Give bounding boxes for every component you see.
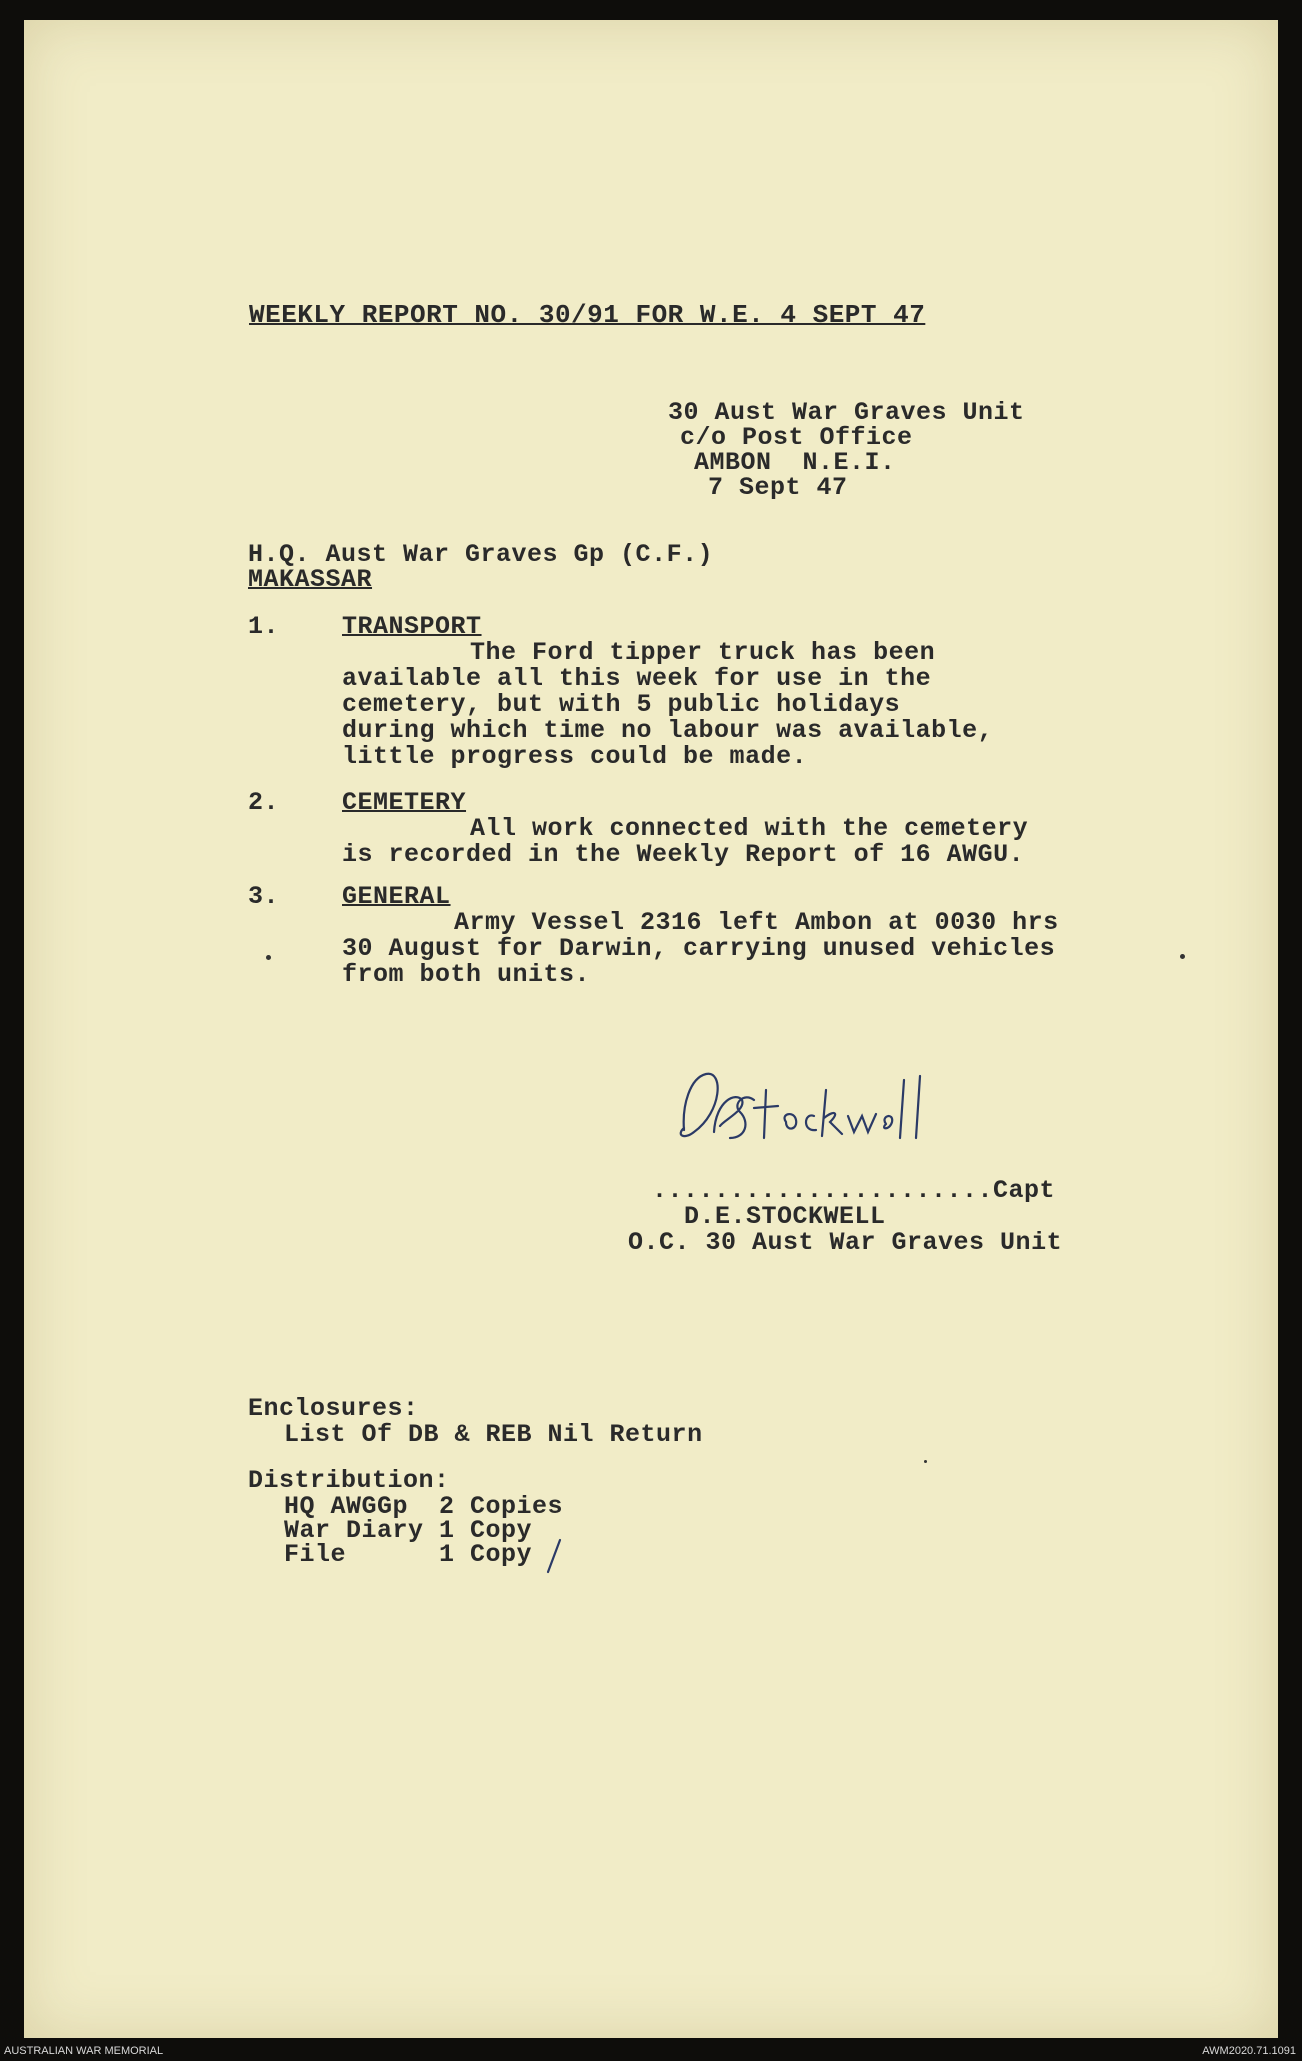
section-heading: TRANSPORT	[342, 612, 482, 641]
distribution-label: Distribution:	[248, 1466, 450, 1495]
sender-date: 7 Sept 47	[708, 473, 848, 502]
punch-mark	[924, 1460, 927, 1463]
section-heading: CEMETERY	[342, 788, 467, 817]
punch-mark	[266, 955, 271, 960]
sender-address-2: AMBON N.E.I.	[694, 448, 896, 477]
recipient-line-2: MAKASSAR	[248, 565, 373, 594]
tick-mark	[544, 1536, 564, 1576]
enclosures-item: List Of DB & REB Nil Return	[284, 1420, 703, 1449]
sender-unit: 30 Aust War Graves Unit	[668, 398, 1025, 427]
handwritten-signature	[654, 1060, 944, 1160]
distribution-item: HQ AWGGp 2 Copies	[284, 1492, 564, 1521]
section-line: available all this week for use in the	[342, 664, 932, 693]
section-line: Army Vessel 2316 left Ambon at 0030 hrs	[454, 908, 1059, 937]
section-line: little progress could be made.	[342, 742, 808, 771]
section-line: The Ford tipper truck has been	[470, 638, 936, 667]
section-line: during which time no labour was available,	[342, 716, 994, 745]
footer-right: AWM2020.71.1091	[1202, 2045, 1296, 2057]
distribution-item: File 1 Copy	[284, 1540, 533, 1569]
enclosures-label: Enclosures:	[248, 1394, 419, 1423]
section-line: from both units.	[342, 960, 591, 989]
sender-address-1: c/o Post Office	[680, 423, 913, 452]
document-page	[24, 20, 1278, 2038]
section-number: 1.	[248, 612, 280, 641]
section-line: is recorded in the Weekly Report of 16 AWGU.	[342, 840, 1025, 869]
section-number: 3.	[248, 882, 280, 911]
section-line: 30 August for Darwin, carrying unused vehicles	[342, 934, 1056, 963]
section-line: All work connected with the cemetery	[470, 814, 1029, 843]
footer-left: AUSTRALIAN WAR MEMORIAL	[4, 2045, 164, 2057]
distribution-item: War Diary 1 Copy	[284, 1516, 533, 1545]
punch-mark	[1180, 954, 1185, 959]
section-heading: GENERAL	[342, 882, 451, 911]
signature-dots: ......................Capt	[652, 1176, 1056, 1205]
recipient-line-1: H.Q. Aust War Graves Gp (C.F.)	[248, 540, 714, 569]
section-number: 2.	[248, 788, 280, 817]
report-title: WEEKLY REPORT NO. 30/91 FOR W.E. 4 SEPT 47	[249, 300, 926, 330]
section-line: cemetery, but with 5 public holidays	[342, 690, 901, 719]
signatory-name: D.E.STOCKWELL	[684, 1202, 886, 1231]
signatory-role: O.C. 30 Aust War Graves Unit	[628, 1228, 1063, 1257]
